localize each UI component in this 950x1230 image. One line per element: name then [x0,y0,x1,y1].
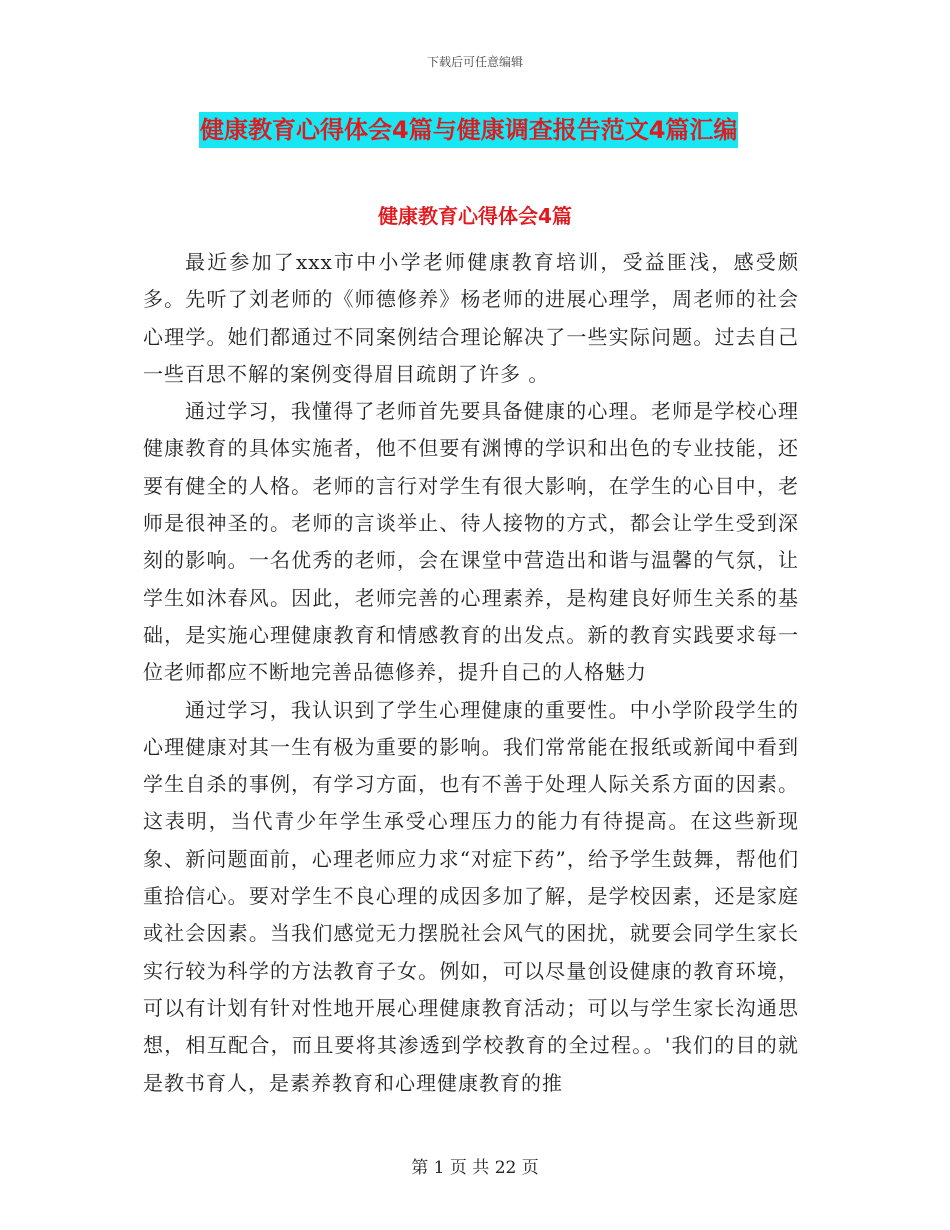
paragraph: 最近参加了xxx市中小学老师健康教育培训，受益匪浅，感受颇多。先听了刘老师的《师德修养》杨老师的进展心理学，周老师的社会心理学。她们都通过不同案例结合理论解决了一些实际问题。过去自己一些百思不解的案例变得眉目疏朗了许多 。 [143,250,799,386]
document-title: 健康教育心得体会4篇与健康调查报告范文4篇汇编 [199,112,738,148]
section-title: 健康教育心得体会4篇 [378,204,572,228]
paragraph: 通过学习，我懂得了老师首先要具备健康的心理。老师是学校心理健康教育的具体实施者，他不但要有渊博的学识和出色的专业技能，还要有健全的人格。老师的言行对学生有很大影响，在学生的心目中，老师是很神圣的。老师的言谈举止、待人接物的方式，都会让学生受到深刻的影响。一名优秀的老师，会在课堂中营造出和谐与温馨的气氛，让学生如沐春风。因此，老师完善的心理素养，是构建良好师生关系的基础，是实施心理健康教育和情感教育的出发点。新的教育实践要求每一位老师都应不断地完善品德修养，提升自己的人格魅力 [143,399,799,685]
document-body [143,244,799,1102]
paragraph: 通过学习，我认识到了学生心理健康的重要性。中小学阶段学生的心理健康对其一生有极为重要的影响。我们常常能在报纸或新闻中看到学生自杀的事例，有学习方面，也有不善于处理人际关系方面的因素。这表明，当代青少年学生承受心理压力的能力有待提高。在这些新现象、新问题面前，心理老师应力求“对症下药”，给予学生鼓舞，帮他们重拾信心。要对学生不良心理的成因多加了解，是学校因素，还是家庭或社会因素。当我们感觉无力摆脱社会风气的困扰，就要会同学生家长实行较为科学的方法教育子女。例如，可以尽量创设健康的教育环境，可以有计划有针对性地开展心理健康教育活动；可以与学生家长沟通思想，相互配合，而且要将其渗透到学校教育的全过程。。'我们的目的就是教书育人，是素养教育和心理健康教育的推 [143,697,799,1095]
page-header-note: 下载后可任意编辑 [426,55,523,69]
page-number-footer: 第 1 页 共 22 页 [411,1158,539,1178]
